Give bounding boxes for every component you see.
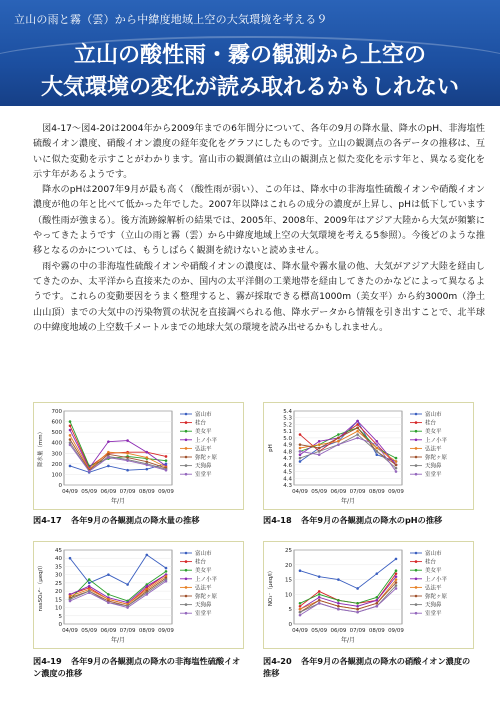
plot-area: [294, 550, 402, 624]
y-tick-label: 4.4: [283, 476, 292, 483]
y-axis-label: NO₃⁻（μeq/l）: [268, 567, 274, 607]
caption-number: 図4-18: [263, 515, 292, 525]
data-point: [356, 427, 359, 430]
data-point: [376, 450, 379, 453]
legend-marker: [185, 552, 188, 555]
caption-precipitation: [33, 514, 248, 526]
y-tick-label: 5: [58, 613, 62, 620]
legend-marker: [415, 578, 418, 581]
y-tick-label: 4.6: [283, 462, 292, 469]
legend-marker: [415, 560, 418, 563]
legend-entry: 弘法平: [425, 446, 442, 453]
data-point: [318, 447, 321, 450]
y-tick-label: 4.9: [283, 442, 292, 449]
data-point: [318, 450, 321, 453]
data-point: [299, 453, 302, 456]
data-point: [126, 452, 129, 455]
data-point: [146, 451, 149, 454]
paragraph: 図4-17～図4-20は2004年から2009年までの6年間分について、各年の9月の降水量、降水のpH、非海塩性硫酸イオン濃度、硝酸イオン濃度の経年変化をグラフにしたものです。立山の観測点の各データの推移は、互いに似た変動を示すことがわかります。富山市の観測値は立山の観測点と似た変化を示す年と、異なる変化を示す年があるようです。: [33, 124, 485, 180]
legend-marker: [185, 447, 188, 450]
chart-ph-svg: [264, 403, 473, 509]
data-point: [107, 456, 110, 459]
data-point: [299, 569, 302, 572]
data-point: [356, 608, 359, 611]
data-point: [69, 557, 72, 560]
data-point: [299, 614, 302, 617]
x-tick-label: 08/09: [368, 628, 385, 634]
y-axis-label: nssSO₄²⁻（μeq/l）: [38, 562, 44, 612]
legend-marker: [185, 464, 188, 467]
data-point: [395, 558, 398, 561]
y-tick-label: 10: [285, 592, 292, 599]
legend-marker: [185, 421, 188, 424]
data-point: [376, 602, 379, 605]
data-point: [107, 601, 110, 604]
data-point: [337, 578, 340, 581]
legend-entry: 富山市: [425, 551, 442, 557]
y-tick-label: 4.7: [283, 456, 292, 463]
data-point: [165, 459, 168, 462]
legend-marker: [185, 439, 188, 442]
data-point: [337, 433, 340, 436]
data-point: [356, 602, 359, 605]
legend-entry: 弥陀ヶ原: [195, 594, 218, 600]
data-point: [395, 460, 398, 463]
caption-sulfate: [33, 655, 243, 679]
data-point: [126, 469, 129, 472]
y-tick-label: 10: [55, 605, 62, 612]
data-point: [165, 580, 168, 583]
legend-entry: 弘法平: [425, 585, 442, 592]
data-point: [356, 423, 359, 426]
data-point: [165, 570, 168, 573]
legend-marker: [415, 586, 418, 589]
x-tick-label: 04/09: [62, 489, 78, 495]
chart-ph: [263, 402, 474, 510]
caption-ph: [263, 514, 478, 526]
x-axis-label: 年/月: [110, 498, 126, 505]
data-point: [318, 453, 321, 456]
y-tick-label: 300: [51, 451, 62, 458]
y-tick-label: 700: [51, 409, 62, 415]
legend-marker: [415, 439, 418, 442]
data-point: [337, 440, 340, 443]
caption-number: 図4-19: [33, 656, 62, 666]
legend-marker: [415, 552, 418, 555]
legend-entry: 富山市: [195, 551, 212, 557]
data-point: [69, 434, 72, 437]
y-tick-label: 5.0: [283, 435, 292, 442]
caption-nitrate: [263, 655, 475, 679]
y-tick-label: 45: [55, 548, 62, 554]
data-point: [376, 440, 379, 443]
data-point: [318, 599, 321, 602]
data-point: [299, 433, 302, 436]
data-point: [337, 608, 340, 611]
legend-entry: 上ノ小平: [425, 576, 448, 583]
data-point: [299, 602, 302, 605]
data-point: [146, 554, 149, 557]
data-point: [88, 578, 91, 581]
y-tick-label: 200: [51, 461, 62, 468]
y-tick-label: 4.3: [283, 483, 292, 489]
legend-entry: 天狗鼻: [425, 602, 442, 609]
x-tick-label: 09/09: [388, 628, 404, 634]
x-tick-label: 04/09: [292, 628, 308, 634]
data-point: [88, 582, 91, 585]
y-tick-label: 20: [285, 562, 292, 569]
y-axis-label: 降水量（mm）: [38, 428, 44, 468]
data-point: [376, 572, 379, 575]
legend-marker: [185, 569, 188, 572]
data-point: [337, 602, 340, 605]
legend-entry: 美女平: [425, 568, 442, 575]
data-point: [165, 455, 168, 458]
data-point: [376, 443, 379, 446]
legend-marker: [185, 456, 188, 459]
data-point: [376, 453, 379, 456]
legend-entry: 弥陀ヶ原: [425, 455, 448, 461]
data-point: [165, 567, 168, 570]
data-point: [376, 447, 379, 450]
paragraph: 降水のpHは2007年9月が最も高く（酸性雨が弱い）、この年は、降水中の非海塩性硫酸イオンや硝酸イオン濃度が他の年と比べて低かった年でした。2007年以降はこれらの成分の濃度が上昇し、pHは低下しています（酸性雨が強まる）。後方流跡線解析の結果では、2005年、2008年、2009年はアジア大陸から大気が頻繁にやってきたようです（立山の雨と霧（雲）から中緯度地域上空の大気環境を考える5参照）。今後どのような推移となるのかについては、もうしばらく観測を続けないと読めません。: [33, 185, 485, 257]
page-header: [0, 0, 500, 106]
data-point: [356, 605, 359, 608]
legend-marker: [415, 473, 418, 476]
data-point: [337, 599, 340, 602]
x-tick-label: 08/09: [138, 628, 155, 634]
legend-marker: [185, 413, 188, 416]
data-point: [299, 443, 302, 446]
x-tick-label: 06/09: [100, 628, 117, 634]
y-tick-label: 25: [55, 580, 62, 587]
y-tick-label: 35: [55, 564, 62, 571]
chart-precipitation: [33, 402, 244, 510]
data-point: [126, 583, 129, 586]
data-point: [299, 608, 302, 611]
data-point: [69, 465, 72, 468]
y-tick-label: 0: [288, 622, 292, 628]
data-point: [337, 605, 340, 608]
legend-marker: [185, 595, 188, 598]
legend-entry: 弥陀ヶ原: [425, 594, 448, 600]
y-axis-label: pH: [268, 444, 274, 452]
y-tick-label: 5.2: [283, 422, 292, 429]
legend-marker: [185, 430, 188, 433]
chart-precipitation-svg: [34, 403, 243, 509]
data-point: [69, 420, 72, 423]
data-point: [146, 464, 149, 467]
data-point: [395, 569, 398, 572]
caption-text: 各年9月の各観測点の降水の非海塩性硫酸イオン濃度の推移: [33, 656, 241, 678]
legend-entry: 上ノ小平: [195, 437, 218, 444]
y-tick-label: 20: [55, 589, 62, 596]
legend-entry: 上ノ小平: [425, 437, 448, 444]
data-point: [107, 440, 110, 443]
caption-text: 各年9月の各観測点の降水のpHの推移: [301, 515, 443, 525]
y-tick-label: 30: [55, 572, 62, 579]
chart-nitrate-svg: [264, 542, 473, 648]
data-point: [299, 460, 302, 463]
legend-marker: [415, 430, 418, 433]
legend-marker: [185, 578, 188, 581]
data-point: [376, 605, 379, 608]
y-tick-label: 600: [51, 419, 62, 426]
legend-entry: 富山市: [425, 412, 442, 418]
legend-entry: 弘法平: [195, 446, 212, 453]
y-tick-label: 0: [58, 622, 62, 628]
data-point: [395, 584, 398, 587]
legend-entry: 弘法平: [195, 585, 212, 592]
y-tick-label: 5.3: [283, 415, 292, 422]
x-tick-label: 07/09: [119, 628, 136, 634]
data-point: [356, 430, 359, 433]
legend-entry: 美女平: [425, 429, 442, 436]
legend-marker: [415, 413, 418, 416]
data-point: [88, 470, 91, 473]
data-point: [318, 590, 321, 593]
data-point: [165, 469, 168, 472]
x-tick-label: 06/09: [100, 489, 117, 495]
y-tick-label: 400: [51, 440, 62, 447]
x-tick-label: 08/09: [138, 489, 155, 495]
data-point: [69, 438, 72, 441]
y-tick-label: 4.8: [283, 449, 292, 456]
data-point: [126, 459, 129, 462]
data-point: [356, 420, 359, 423]
x-tick-label: 07/09: [119, 489, 136, 495]
y-tick-label: 5.1: [283, 429, 292, 436]
legend-marker: [185, 586, 188, 589]
data-point: [107, 593, 110, 596]
data-point: [69, 425, 72, 428]
x-axis-label: 年/月: [340, 498, 356, 505]
x-tick-label: 08/09: [368, 489, 385, 495]
y-tick-label: 40: [55, 556, 62, 563]
legend-marker: [185, 612, 188, 615]
data-point: [395, 470, 398, 473]
x-tick-label: 05/09: [311, 489, 328, 495]
x-tick-label: 09/09: [158, 628, 174, 634]
caption-number: 図4-17: [33, 515, 62, 525]
page-subtitle: 立山の雨と霧（雲）から中緯度地域上空の大気環境を考える９: [14, 13, 328, 26]
x-tick-label: 05/09: [81, 628, 98, 634]
data-point: [318, 602, 321, 605]
legend-marker: [415, 569, 418, 572]
legend-entry: 桂台: [195, 420, 207, 427]
data-point: [88, 585, 91, 588]
legend-marker: [415, 603, 418, 606]
chart-nitrate: [263, 541, 474, 649]
data-point: [69, 600, 72, 603]
legend-entry: 桂台: [425, 420, 437, 427]
legend-marker: [415, 421, 418, 424]
legend-entry: 天狗鼻: [425, 463, 442, 470]
data-point: [318, 440, 321, 443]
legend-entry: 美女平: [195, 568, 212, 575]
page-title-line1: 立山の酸性雨・霧の観測から上空の: [73, 43, 426, 68]
legend-entry: 富山市: [195, 412, 212, 418]
caption-text: 各年9月の各観測点の降水量の推移: [71, 515, 200, 525]
data-point: [146, 585, 149, 588]
legend-entry: 天狗鼻: [195, 463, 212, 470]
data-point: [69, 429, 72, 432]
x-tick-label: 05/09: [311, 628, 328, 634]
data-point: [126, 606, 129, 609]
legend-entry: 室堂平: [195, 611, 212, 618]
legend-entry: 上ノ小平: [195, 576, 218, 583]
y-tick-label: 4.5: [283, 469, 292, 476]
data-point: [88, 591, 91, 594]
data-point: [318, 596, 321, 599]
data-point: [126, 439, 129, 442]
data-point: [299, 447, 302, 450]
data-point: [395, 572, 398, 575]
legend-marker: [415, 447, 418, 450]
x-tick-label: 06/09: [330, 628, 347, 634]
data-point: [395, 467, 398, 470]
data-point: [146, 456, 149, 459]
caption-text: 各年9月の各観測点の降水の硝酸イオン濃度の推移: [263, 656, 471, 678]
x-axis-label: 年/月: [340, 637, 356, 644]
x-tick-label: 04/09: [62, 628, 78, 634]
legend-entry: 室堂平: [425, 611, 442, 618]
data-point: [318, 443, 321, 446]
data-point: [299, 450, 302, 453]
legend-entry: 弥陀ヶ原: [195, 455, 218, 461]
x-tick-label: 07/09: [349, 628, 366, 634]
data-point: [146, 468, 149, 471]
legend-marker: [415, 595, 418, 598]
legend-entry: 桂台: [195, 559, 207, 566]
body-text: [33, 122, 485, 336]
y-tick-label: 500: [51, 430, 62, 437]
legend-marker: [415, 612, 418, 615]
y-tick-label: 0: [58, 483, 62, 489]
y-tick-label: 100: [51, 472, 62, 479]
data-point: [337, 443, 340, 446]
data-point: [107, 465, 110, 468]
y-tick-label: 15: [285, 577, 292, 584]
x-tick-label: 06/09: [330, 489, 347, 495]
x-tick-label: 05/09: [81, 489, 98, 495]
legend-entry: 天狗鼻: [195, 602, 212, 609]
data-point: [356, 587, 359, 590]
data-point: [395, 457, 398, 460]
x-axis-label: 年/月: [110, 637, 126, 644]
data-point: [107, 573, 110, 576]
data-point: [376, 599, 379, 602]
data-point: [299, 611, 302, 614]
x-tick-label: 09/09: [388, 489, 404, 495]
y-tick-label: 5: [288, 607, 292, 614]
data-point: [395, 587, 398, 590]
data-point: [395, 581, 398, 584]
data-point: [69, 444, 72, 447]
legend-marker: [185, 603, 188, 606]
paragraph: 雨や霧の中の非海塩性硫酸イオンや硝酸イオンの濃度は、降水量や霧水量の他、大気がアジア大陸を経由してきたのか、太平洋から直接来たのか、国内の太平洋側の工業地帯を経由してきたのかなどによって異なるようです。これらの変動要因をうまく整理すると、霧が採取できる標高1000m（美女平）から約3000m（浄土山山頂）までの大気中の汚染物質の状況を直接調べられる他、降水データから情報を引き出すことで、北半球の中緯度地域の上空数千メートルまでの地球大気の環境を読み出せるかもしれません。: [33, 261, 485, 333]
x-tick-label: 04/09: [292, 489, 308, 495]
data-point: [356, 433, 359, 436]
x-tick-label: 09/09: [158, 489, 174, 495]
legend-marker: [185, 473, 188, 476]
page-title-line2: 大気環境の変化が読み取れるかもしれない: [40, 75, 459, 100]
data-point: [299, 605, 302, 608]
data-point: [337, 437, 340, 440]
legend-entry: 室堂平: [195, 472, 212, 479]
data-point: [299, 457, 302, 460]
legend-entry: 室堂平: [425, 472, 442, 479]
y-tick-label: 25: [285, 548, 292, 554]
chart-sulfate: [33, 541, 244, 649]
y-tick-label: 5.4: [283, 409, 292, 415]
y-tick-label: 15: [55, 597, 62, 604]
data-point: [318, 575, 321, 578]
caption-number: 図4-20: [263, 656, 292, 666]
legend-marker: [185, 560, 188, 563]
data-point: [146, 593, 149, 596]
legend-entry: 美女平: [195, 429, 212, 436]
chart-sulfate-svg: [34, 542, 243, 648]
legend-marker: [415, 456, 418, 459]
data-point: [356, 611, 359, 614]
data-point: [395, 575, 398, 578]
data-point: [318, 593, 321, 596]
legend-marker: [415, 464, 418, 467]
data-point: [395, 464, 398, 467]
data-point: [395, 578, 398, 581]
data-point: [376, 596, 379, 599]
legend-entry: 桂台: [425, 559, 437, 566]
x-tick-label: 07/09: [349, 489, 366, 495]
data-point: [356, 437, 359, 440]
